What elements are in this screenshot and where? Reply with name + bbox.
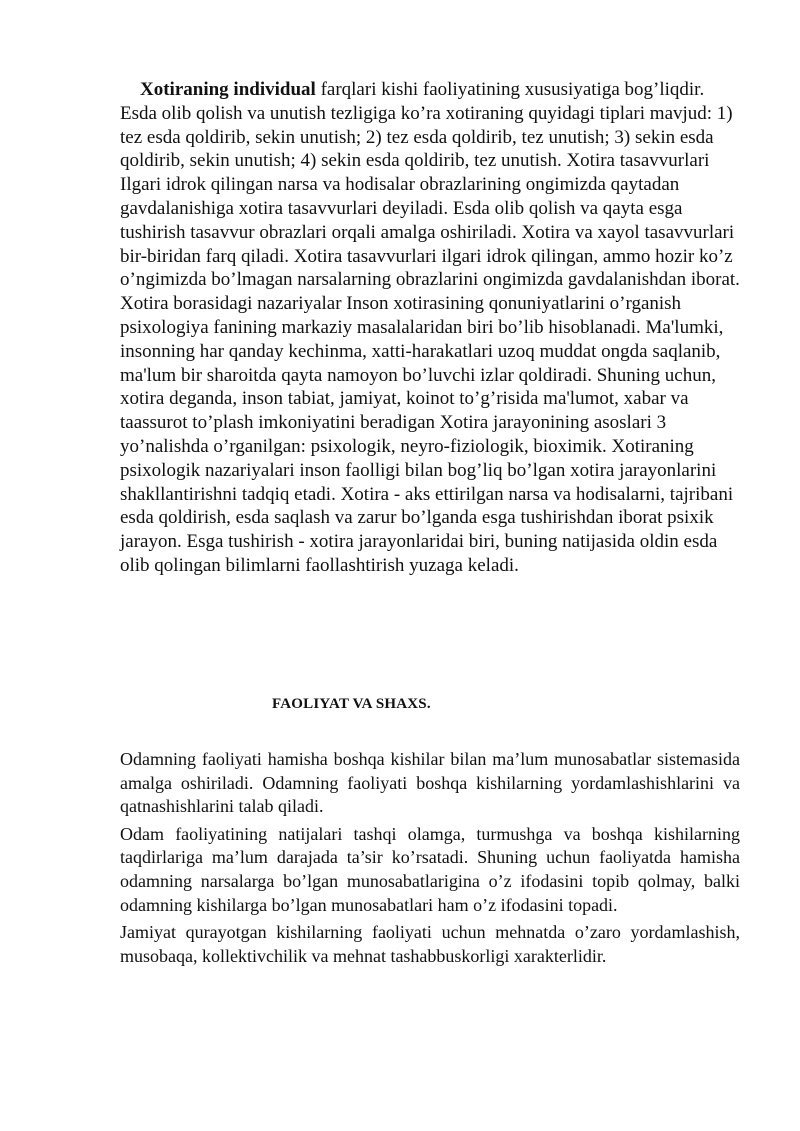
bold-intro: Xotiraning individual	[140, 79, 316, 100]
activity-paragraph-1: Odamning faoliyati hamisha boshqa kishilar bilan ma’lum munosabatlar sistemasida amalga oshiriladi. Odamning faoliyati boshqa kishilarning yordamlashishlarini va qatnashishlarini talab qiladi.	[120, 749, 740, 817]
section-heading: FAOLIYAT VA SHAXS.	[272, 696, 431, 712]
memory-text: farqlari kishi faoliyatining xususiyatiga bog’liqdir. Esda olib qolish va unutish tezligiga ko’ra xotiraning quyidagi tiplari mavjud: 1) tez esda qoldirib, sekin unutish; 2) tez esda qoldirib, tez unutish; 3) sekin esda qoldirib, sekin unutish; 4) sekin esda qoldirib, tez unutish. Xotira tasavvurlari Ilgari idrok qilingan narsa va hodisalar obrazlarining ongimizda qaytadan gavdalanishiga xotira tasavvurlari deyiladi. Esda olib qolish va qayta esga tushirish tasavvur obrazlari orqali amalga oshiriladi. Xotira va xayol tasavvurlari bir-biridan farq qiladi. Xotira tasavvurlari ilgari idrok qilingan, ammo hozir ko’z o’ngimizda bo’lmagan narsalarning obrazlarini ongimizda gavdalanishdan iborat. Xotira borasidagi nazariyalar Inson xotirasining qonuniyatlarini o’rganish psixologiya fanining markaziy masalalaridan biri bo’lib hisoblanadi. Ma'lumki, insonning har qanday kechinma, xatti-harakatlari uzoq muddat ongda saqlanib, ma'lum bir sharoitda qayta namoyon bo’luvchi izlar qoldiradi. Shuning uchun, xotira deganda, inson tabiat, jamiyat, koinot to’g’risida ma'lumot, xabar va taassurot to’plash imkoniyatini beradigan Xotira jarayonining asoslari 3 yo’nalishda o’rganilgan: psixologik, neyro-fiziologik, bioximik. Xotiraning psixologik nazariyalari inson faolligi bilan bog’liq bo’lgan xotira jarayonlarini shakllantirishni tadqiq etadi. Xotira - aks ettirilgan narsa va hodisalarni, tajribani esda qoldirish, esda saqlash va zarur bo’lganda esga tushirishdan iborat psixik jarayon. Esga tushirish - xotira jarayonlaridai biri, buning natijasida oldin esda olib qolingan bilimlarni faollashtirish yuzaga keladi.	[120, 79, 740, 576]
activity-paragraph-3: Jamiyat qurayotgan kishilarning faoliyati uchun mehnatda o’zaro yordamlashish, musobaqa, kollektivchilik va mehnat tashabbuskorligi xarakterlidir.	[120, 922, 740, 966]
memory-paragraph	[120, 78, 740, 578]
activity-section	[120, 748, 740, 972]
activity-paragraph-2: Odam faoliyatining natijalari tashqi olamga, turmushga va boshqa kishilarning taqdirlariga ma’lum darajada ta’sir ko’rsatadi. Shuning uchun faoliyatda hamisha odamning narsalarga bo’lgan munosabatlarigina o’z ifodasini topib qolmay, balki odamning kishilarga bo’lgan munosabatlari ham o’z ifodasini topadi.	[120, 823, 740, 915]
